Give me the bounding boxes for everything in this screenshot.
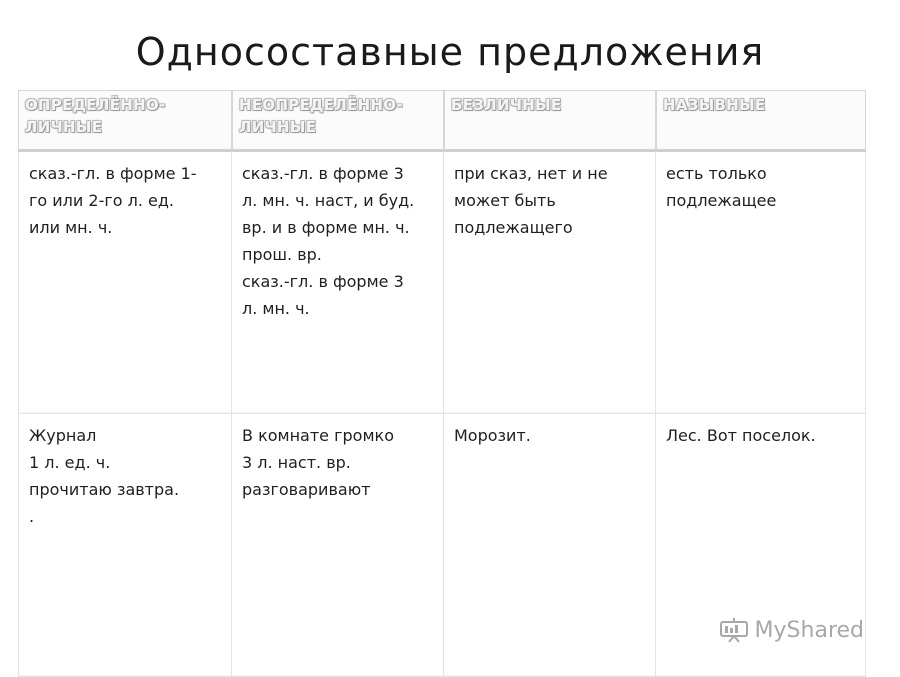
- cell-line: при сказ, нет и не: [454, 164, 608, 183]
- header-cell-indefinite-personal: [232, 90, 444, 152]
- header-cell-definite-personal: [18, 90, 232, 152]
- cell-line: Морозит.: [454, 426, 531, 445]
- sentence-types-table: [18, 90, 866, 677]
- header-cell-impersonal: [444, 90, 656, 152]
- cell-line: л. мн. ч.: [242, 299, 310, 318]
- slide-title: Односоставные предложения: [135, 30, 765, 74]
- cell-line: есть только: [666, 164, 767, 183]
- example-cell-impersonal: [444, 414, 656, 677]
- header-line: ЛИЧНЫЕ: [239, 118, 317, 136]
- cell-line: вр. и в форме мн. ч.: [242, 218, 410, 237]
- cell-line: сказ.-гл. в форме 1-: [29, 164, 197, 183]
- watermark-text: MyShared: [754, 617, 864, 643]
- header-line: БЕЗЛИЧНЫЕ: [451, 96, 562, 114]
- definition-cell-nominative: [656, 152, 866, 414]
- example-cell-indefinite-personal: [232, 414, 444, 677]
- cell-line: может быть: [454, 191, 556, 210]
- cell-line: 1 л. ед. ч.: [29, 453, 111, 472]
- cell-line: подлежащего: [454, 218, 573, 237]
- cell-line: разговаривают: [242, 480, 371, 499]
- cell-line: го или 2-го л. ед.: [29, 191, 175, 210]
- cell-line: 3 л. наст. вр.: [242, 453, 351, 472]
- header-line: ОПРЕДЕЛЁННО-: [25, 96, 166, 114]
- cell-line: прочитаю завтра.: [29, 480, 180, 499]
- myshared-watermark: [719, 617, 864, 643]
- header-line: НЕОПРЕДЕЛЁННО-: [239, 96, 403, 114]
- cell-line: л. мн. ч. наст, и буд.: [242, 191, 415, 210]
- cell-line: .: [29, 507, 35, 526]
- header-line: ЛИЧНЫЕ: [25, 118, 103, 136]
- presentation-board-icon: [719, 617, 749, 643]
- cell-line: Лес. Вот поселок.: [666, 426, 816, 445]
- cell-line: Журнал: [29, 426, 97, 445]
- cell-line: прош. вр.: [242, 245, 322, 264]
- cell-line: подлежащее: [666, 191, 777, 210]
- header-cell-nominative: [656, 90, 866, 152]
- definition-cell-definite-personal: [18, 152, 232, 414]
- example-cell-definite-personal: [18, 414, 232, 677]
- cell-line: В комнате громко: [242, 426, 394, 445]
- header-line: НАЗЫВНЫЕ: [663, 96, 766, 114]
- definition-cell-impersonal: [444, 152, 656, 414]
- cell-line: сказ.-гл. в форме 3: [242, 164, 404, 183]
- cell-line: сказ.-гл. в форме 3: [242, 272, 404, 291]
- definition-cell-indefinite-personal: [232, 152, 444, 414]
- cell-line: или мн. ч.: [29, 218, 113, 237]
